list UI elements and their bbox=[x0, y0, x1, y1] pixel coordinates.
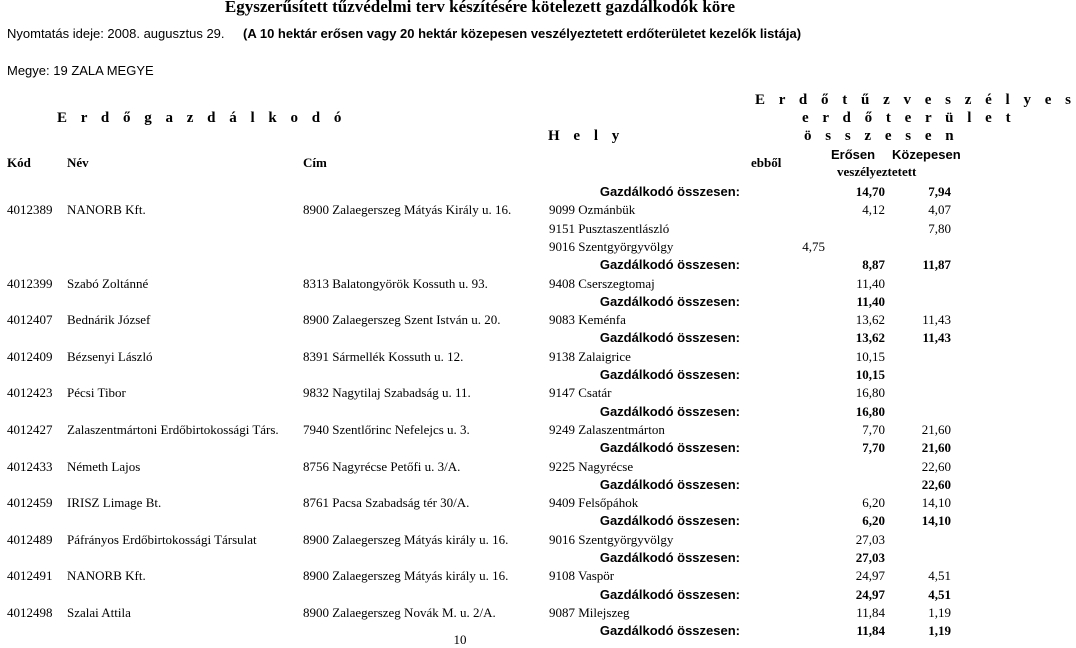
medium-area: 7,80 bbox=[928, 220, 951, 236]
subtotal-label: Gazdálkodó összesen: bbox=[599, 623, 740, 639]
subtotal-label: Gazdálkodó összesen: bbox=[599, 586, 740, 602]
manager-code: 4012498 bbox=[7, 604, 53, 620]
subtotal-label: Gazdálkodó összesen: bbox=[599, 330, 740, 346]
location: 9225 Nagyrécse bbox=[549, 458, 634, 474]
manager-address: 7940 Szentlőrinc Nefelejcs u. 3. bbox=[303, 421, 470, 437]
location: 9151 Pusztaszentlászló bbox=[549, 220, 670, 236]
manager-code: 4012427 bbox=[7, 421, 53, 437]
high-area: 27,03 bbox=[855, 531, 885, 547]
high-area-total: 6,20 bbox=[862, 513, 885, 529]
subtotal-row bbox=[0, 255, 960, 275]
table-row bbox=[0, 237, 960, 257]
manager-name: IRISZ Limage Bt. bbox=[67, 495, 162, 511]
manager-address: 8900 Zalaegerszeg Mátyás király u. 16. bbox=[303, 531, 509, 547]
location: 9083 Keménfa bbox=[549, 312, 626, 328]
subtotal-row bbox=[0, 292, 960, 312]
table-row bbox=[0, 274, 960, 294]
medium-area-total: 4,51 bbox=[928, 586, 951, 602]
subtotal-row bbox=[0, 511, 960, 531]
high-area: 7,70 bbox=[862, 421, 885, 437]
medium-area-total: 11,87 bbox=[922, 257, 951, 273]
table-row bbox=[0, 310, 960, 330]
manager-name: Németh Lajos bbox=[67, 458, 141, 474]
subtotal-row bbox=[0, 402, 960, 422]
location: 9099 Ozmánbük bbox=[549, 202, 636, 218]
location: 9016 Szentgyörgyvölgy bbox=[549, 531, 674, 547]
manager-address: 8900 Zalaegerszeg Mátyás Király u. 16. bbox=[303, 202, 512, 218]
subtotal-label: Gazdálkodó összesen: bbox=[599, 293, 740, 309]
medium-area: 4,07 bbox=[928, 202, 951, 218]
endangered-header: veszélyeztetett bbox=[837, 164, 917, 179]
medium-area-total: 11,43 bbox=[922, 330, 951, 346]
location: 9016 Szentgyörgyvölgy bbox=[549, 238, 674, 254]
manager-address: 8391 Sármellék Kossuth u. 12. bbox=[303, 348, 464, 364]
manager-address: 8756 Nagyrécse Petőfi u. 3/A. bbox=[303, 458, 461, 474]
subtotal-row bbox=[0, 585, 960, 605]
manager-code: 4012433 bbox=[7, 458, 53, 474]
manager-name: Pécsi Tibor bbox=[67, 385, 126, 401]
medium-area-total: 1,19 bbox=[928, 623, 951, 639]
high-header: Erősen bbox=[831, 147, 876, 162]
location: 9138 Zalaigrice bbox=[549, 348, 631, 364]
medium-area: 14,10 bbox=[921, 495, 951, 511]
medium-area: 1,19 bbox=[928, 604, 951, 620]
location: 9409 Felsőpáhok bbox=[549, 495, 639, 511]
manager-name: NANORB Kft. bbox=[67, 568, 146, 584]
location: 9147 Csatár bbox=[549, 385, 612, 401]
high-area-total: 11,40 bbox=[856, 293, 885, 309]
manager-code: 4012491 bbox=[7, 568, 53, 584]
manager-name: Bednárik József bbox=[67, 312, 151, 328]
location: 9249 Zalaszentmárton bbox=[549, 421, 665, 437]
table-row bbox=[0, 603, 960, 623]
subtotal-label: Gazdálkodó összesen: bbox=[599, 513, 740, 529]
high-area-total: 27,03 bbox=[855, 550, 885, 565]
area-group-header-line1: E r d ő t ű z v e s z é l y e s bbox=[755, 92, 1076, 108]
manager-address: 8900 Zalaegerszeg Mátyás király u. 16. bbox=[303, 568, 509, 584]
high-area: 11,84 bbox=[856, 604, 885, 620]
subtotal-label: Gazdálkodó összesen: bbox=[599, 257, 740, 273]
manager-name: Zalaszentmártoni Erdőbirtokossági Társ. bbox=[67, 421, 279, 437]
high-area: 11,40 bbox=[856, 275, 885, 291]
subtotal-label: Gazdálkodó összesen: bbox=[599, 367, 740, 382]
high-area: 24,97 bbox=[855, 568, 885, 584]
area-group-header-line3: ö s s z e s e n bbox=[804, 128, 959, 144]
subtotal-row bbox=[0, 475, 960, 495]
print-date: Nyomtatás ideje: 2008. augusztus 29. bbox=[7, 26, 225, 41]
county-label: Megye: 19 ZALA MEGYE bbox=[7, 63, 154, 78]
code-header: Kód bbox=[7, 155, 31, 170]
location: 9108 Vaspör bbox=[549, 568, 615, 584]
manager-code: 4012459 bbox=[7, 495, 53, 511]
manager-code: 4012389 bbox=[7, 202, 53, 218]
subtotal-row bbox=[0, 182, 960, 202]
medium-area-total: 21,60 bbox=[921, 440, 951, 456]
subtotal-label: Gazdálkodó összesen: bbox=[599, 440, 740, 456]
manager-name: NANORB Kft. bbox=[67, 202, 146, 218]
table-row bbox=[0, 219, 960, 239]
of-which-header: ebből bbox=[751, 155, 782, 170]
location: 9408 Cserszegtomaj bbox=[549, 275, 655, 291]
high-area-total: 11,84 bbox=[856, 623, 885, 639]
table-row bbox=[0, 566, 960, 586]
subtotal-row bbox=[0, 365, 960, 385]
manager-code: 4012409 bbox=[7, 348, 53, 364]
subtotal-label: Gazdálkodó összesen: bbox=[599, 184, 740, 199]
address-header: Cím bbox=[303, 155, 327, 170]
high-area-total: 14,70 bbox=[855, 184, 885, 199]
high-area: 13,62 bbox=[855, 312, 885, 328]
medium-area: 21,60 bbox=[921, 421, 951, 437]
manager-address: 8900 Zalaegerszeg Novák M. u. 2/A. bbox=[303, 604, 496, 620]
medium-area: 11,43 bbox=[922, 312, 951, 328]
high-area: 6,20 bbox=[862, 495, 885, 511]
subtotal-row bbox=[0, 548, 960, 568]
table-row bbox=[0, 493, 960, 513]
report-title: Egyszerűsített tűzvédelmi terv készítésére kötelezett gazdálkodók köre bbox=[224, 0, 736, 16]
table-row bbox=[0, 383, 960, 403]
manager-address: 8900 Zalaegerszeg Szent István u. 20. bbox=[303, 312, 501, 328]
of-which-value: 4,75 bbox=[802, 238, 825, 254]
manager-address: 9832 Nagytilaj Szabadság u. 11. bbox=[303, 385, 471, 401]
table-row bbox=[0, 420, 960, 440]
table-row bbox=[0, 200, 960, 220]
manager-name: Szalai Attila bbox=[67, 604, 131, 620]
high-area-total: 7,70 bbox=[862, 440, 885, 456]
high-area: 16,80 bbox=[855, 385, 885, 401]
manager-code: 4012423 bbox=[7, 385, 53, 401]
manager-name: Páfrányos Erdőbirtokossági Társulat bbox=[67, 531, 257, 547]
high-area-total: 13,62 bbox=[855, 330, 885, 346]
manager-name: Szabó Zoltánné bbox=[67, 275, 149, 291]
manager-code: 4012399 bbox=[7, 275, 53, 291]
subtotal-row bbox=[0, 328, 960, 348]
high-area-total: 10,15 bbox=[855, 367, 885, 382]
name-header: Név bbox=[67, 155, 89, 170]
subtotal-row bbox=[0, 438, 960, 458]
high-area-total: 24,97 bbox=[855, 586, 885, 602]
medium-header: Közepesen bbox=[892, 147, 961, 162]
subtotal-label: Gazdálkodó összesen: bbox=[599, 476, 740, 492]
medium-area: 4,51 bbox=[928, 568, 951, 584]
location: 9087 Milejszeg bbox=[549, 604, 630, 620]
high-area-total: 8,87 bbox=[862, 257, 885, 273]
page-number: 10 bbox=[453, 632, 467, 647]
location-group-header: H e l y bbox=[548, 128, 625, 144]
subtotal-label: Gazdálkodó összesen: bbox=[599, 403, 740, 419]
high-area-total: 16,80 bbox=[855, 403, 885, 419]
table-row bbox=[0, 530, 960, 550]
manager-code: 4012407 bbox=[7, 312, 53, 328]
manager-address: 8761 Pacsa Szabadság tér 30/A. bbox=[303, 495, 470, 511]
manager-address: 8313 Balatongyörök Kossuth u. 93. bbox=[303, 275, 488, 291]
table-row bbox=[0, 457, 960, 477]
medium-area-total: 14,10 bbox=[921, 513, 951, 529]
high-area: 10,15 bbox=[855, 348, 885, 364]
medium-area: 22,60 bbox=[921, 458, 951, 474]
high-area: 4,12 bbox=[862, 202, 885, 218]
medium-area-total: 22,60 bbox=[921, 476, 951, 492]
subtotal-label: Gazdálkodó összesen: bbox=[599, 550, 740, 565]
manager-name: Bézsenyi László bbox=[67, 348, 153, 364]
report-subtitle: (A 10 hektár erősen vagy 20 hektár közepesen veszélyeztetett erdőterületet kezelők listája) bbox=[243, 26, 802, 41]
table-row bbox=[0, 347, 960, 367]
area-group-header-line2: e r d ő t e r ü l e t bbox=[802, 110, 1016, 126]
medium-area-total: 7,94 bbox=[928, 184, 951, 199]
manager-code: 4012489 bbox=[7, 531, 53, 547]
manager-group-header: E r d ő g a z d á l k o d ó bbox=[57, 110, 347, 126]
